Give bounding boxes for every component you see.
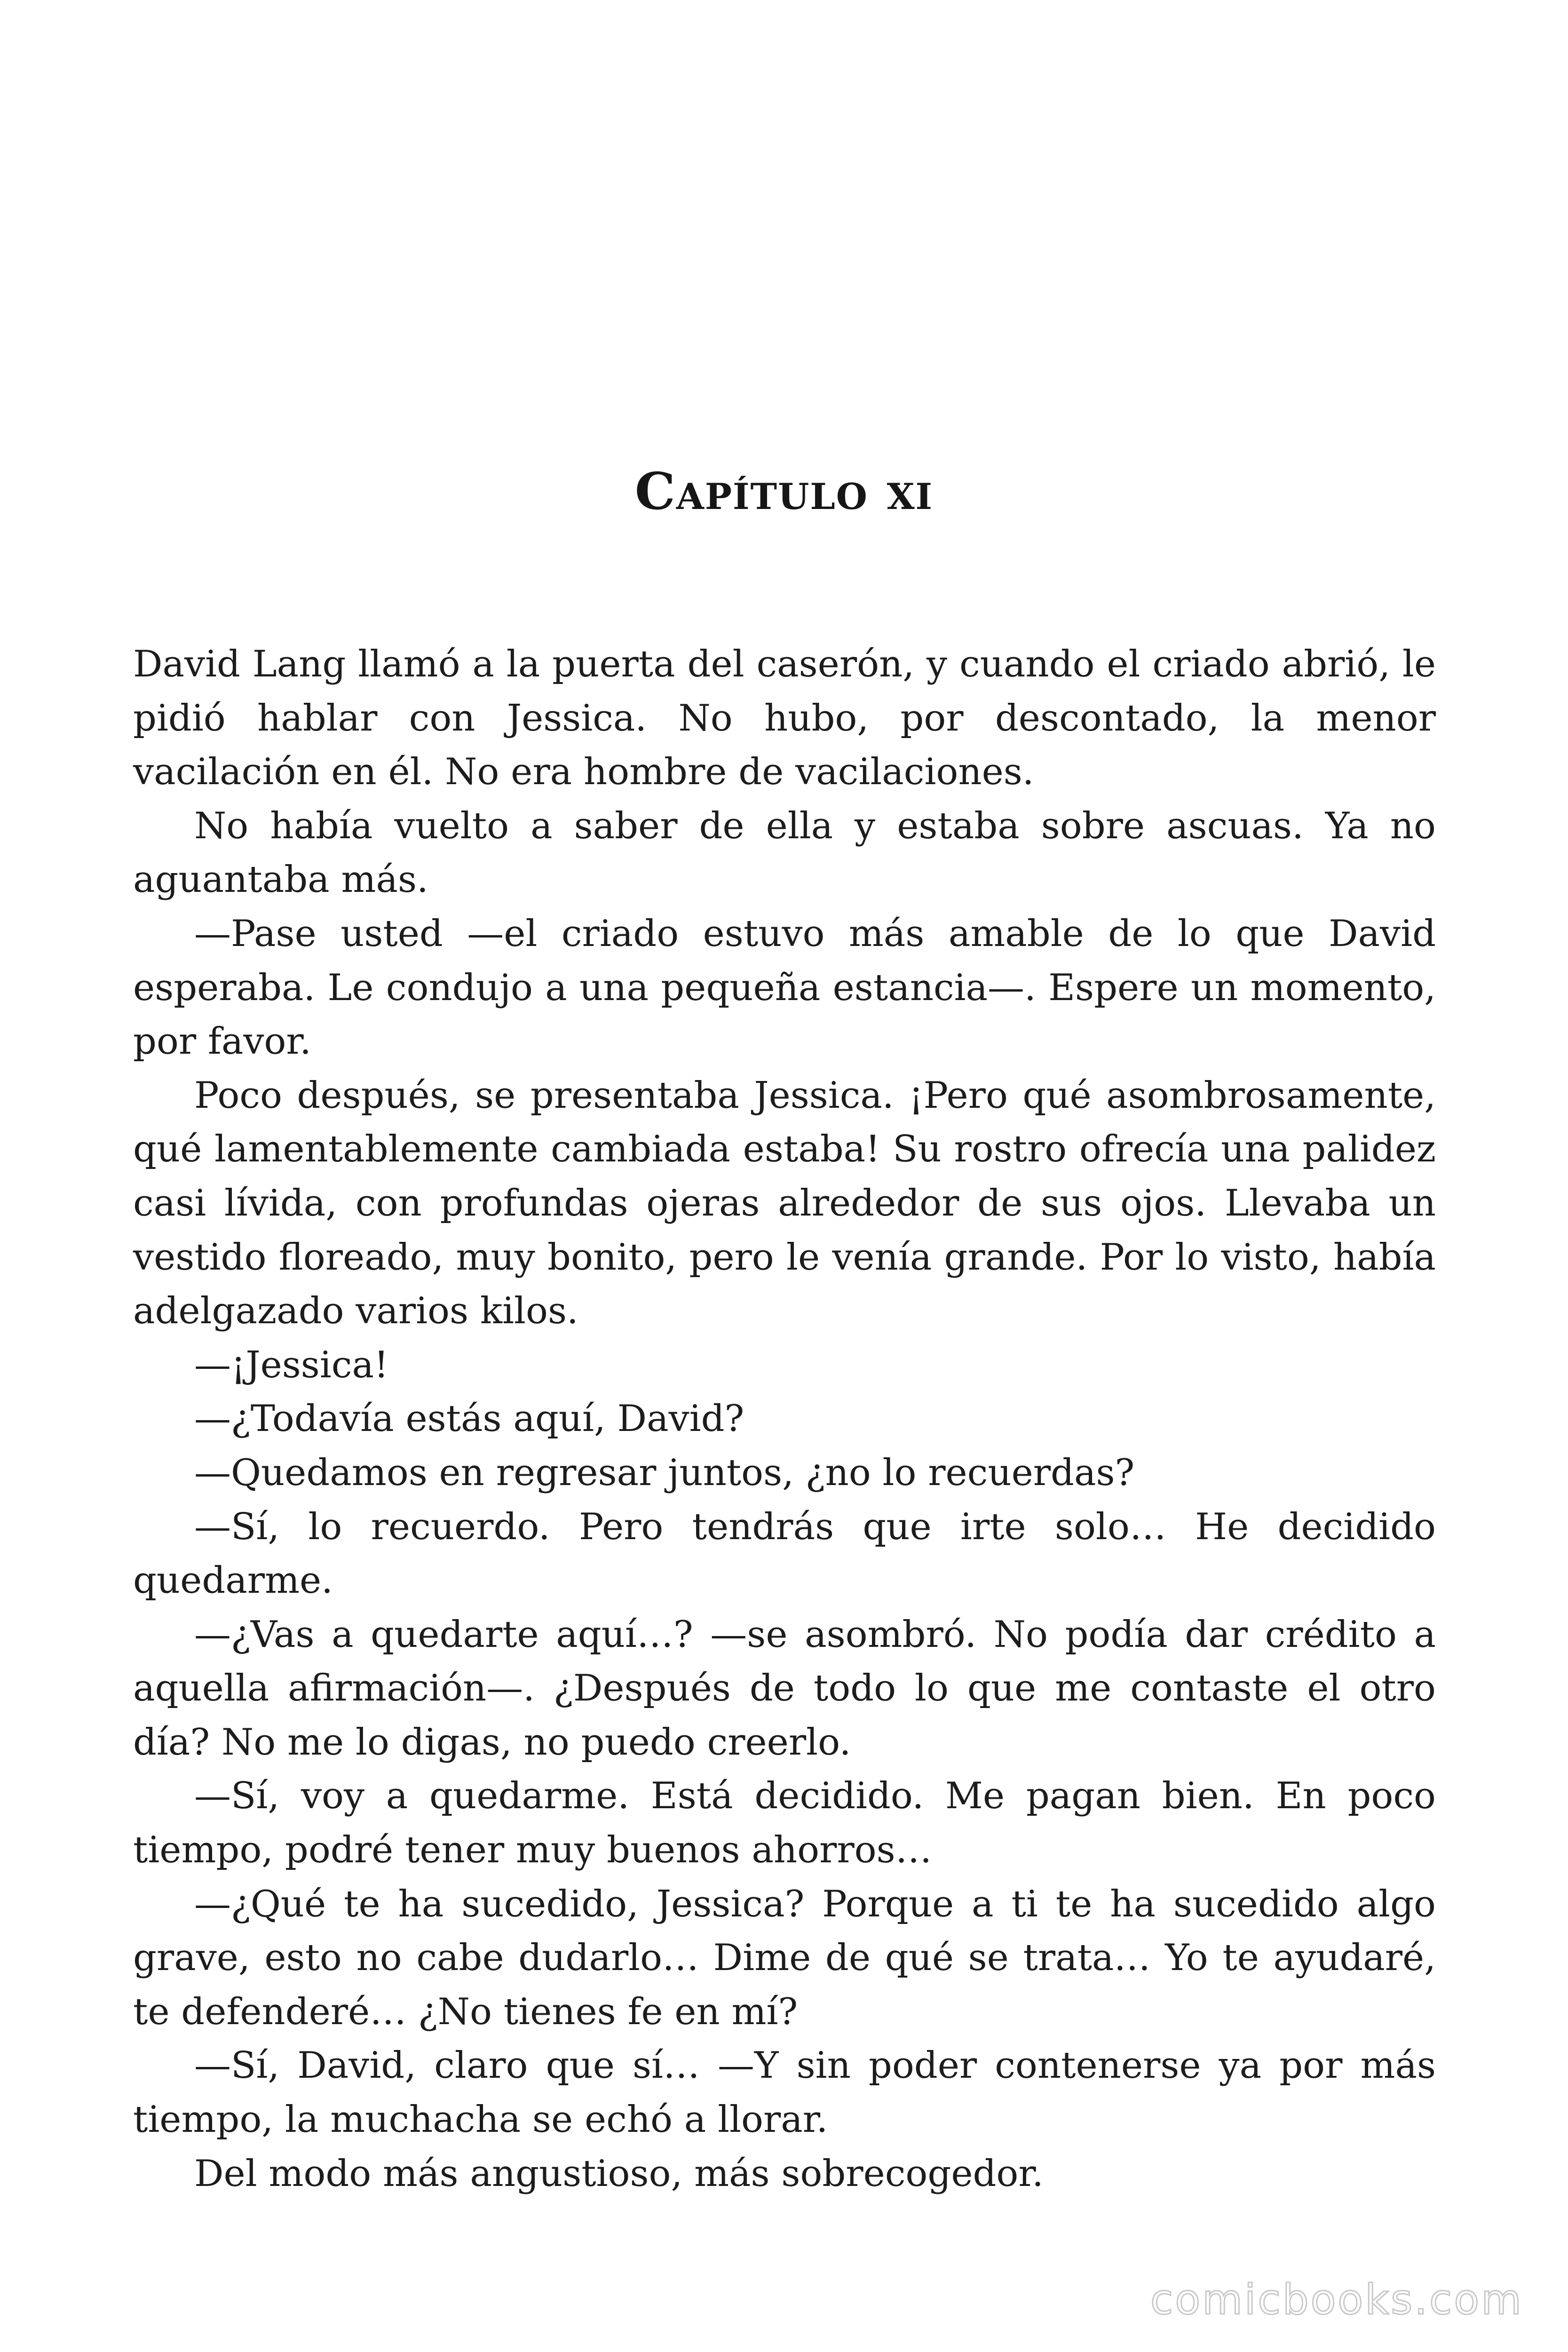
chapter-body xyxy=(133,637,1436,2201)
paragraph-13: Del modo más angustioso, más sobrecogedor. xyxy=(194,2152,1044,2195)
paragraph-2: No había vuelto a saber de ella y estaba sobre ascuas. Ya no aguantaba más. xyxy=(133,804,1436,901)
paragraph-4: Poco después, se presentaba Jessica. ¡Pero qué asombrosamente, qué lamentablemente cambiada estaba! Su rostro ofrecía una palidez casi lívida, con profundas ojeras alrededor de sus ojos. Llevaba un vestido floreado, muy bonito, pero le venía grande. Por lo visto, había adelgazado varios kilos. xyxy=(133,1074,1436,1333)
paragraph-1: David Lang llamó a la puerta del caserón, y cuando el criado abrió, le pidió hablar con Jessica. No hubo, por descontado, la menor vacilación en él. No era hombre de vacilaciones. xyxy=(133,643,1436,794)
paragraph-3: —Pase usted —el criado estuvo más amable de lo que David esperaba. Le condujo a una pequeña estancia—. Espere un momento, por favor. xyxy=(133,912,1436,1063)
paragraph-6: —¿Todavía estás aquí, David? xyxy=(194,1398,744,1440)
paragraph-7: —Quedamos en regresar juntos, ¿no lo recuerdas? xyxy=(194,1451,1135,1494)
paragraph-8: —Sí, lo recuerdo. Pero tendrás que irte solo… He decidido quedarme. xyxy=(133,1505,1436,1602)
paragraph-11: —¿Qué te ha sucedido, Jessica? Porque a ti te ha sucedido algo grave, esto no cabe dudarlo… Dime de qué se trata… Yo te ayudaré, te defenderé… ¿No tienes fe en mí? xyxy=(133,1883,1436,2033)
chapter-title: Capítulo xi xyxy=(634,462,934,521)
paragraph-5: —¡Jessica! xyxy=(194,1343,389,1386)
watermark: comicbooks.com xyxy=(1150,2275,1523,2324)
paragraph-9: —¿Vas a quedarte aquí…? —se asombró. No podía dar crédito a aquella afirmación—. ¿Después de todo lo que me contaste el otro día? No me lo digas, no puedo creerlo. xyxy=(133,1613,1436,1764)
paragraph-10: —Sí, voy a quedarme. Está decidido. Me pagan bien. En poco tiempo, podré tener muy buenos ahorros… xyxy=(133,1775,1436,1872)
paragraph-12: —Sí, David, claro que sí… —Y sin poder contenerse ya por más tiempo, la muchacha se echó a llorar. xyxy=(133,2044,1436,2141)
